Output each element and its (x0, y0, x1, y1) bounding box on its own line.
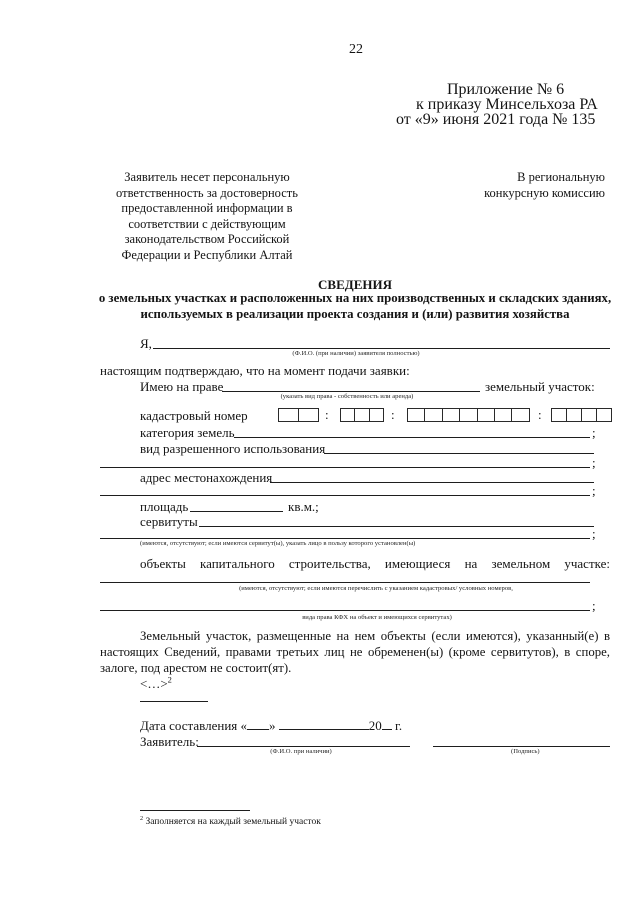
responsibility-note-line: Федерации и Республики Алтай (121, 247, 293, 262)
cadastral-cell (511, 408, 529, 422)
objects-line (100, 582, 590, 583)
footnote (140, 816, 321, 828)
addressee-line: В региональную (517, 170, 605, 184)
omission-marker (140, 676, 172, 691)
signature-label: Заявитель: (140, 734, 199, 749)
cadastral-separator: : (538, 407, 542, 422)
statement-line-3: залоге, под арестом не состоит(ят). (100, 661, 292, 675)
signature-name-line (197, 746, 410, 747)
cadastral-cell (551, 408, 567, 422)
line-end-semicolon: ; (592, 526, 596, 541)
date-day-line (247, 718, 269, 730)
right-type-hint: (указать вид права - собственность или аренда) (280, 393, 414, 400)
line-end-semicolon: ; (592, 425, 596, 440)
area-label: площадь (140, 499, 189, 514)
date-year-line (382, 718, 392, 730)
objects-label: объекты капитального строительства, имеющиеся на земельном участке: (140, 556, 610, 571)
applicant-prefix: Я, (140, 336, 152, 351)
cadastral-label: кадастровый номер (140, 408, 248, 423)
statement-line-2: настоящих Сведений, правами третьих лиц не обременен(ы) (кроме сервитутов), в споре, (100, 645, 610, 659)
objects-hint-2: вида права КФХ на объект и имеющихся сервитутах) (302, 614, 452, 621)
document-subtitle-line-1: о земельных участках и расположенных на них производственных и складских зданиях, (98, 291, 612, 305)
area-line (190, 511, 283, 512)
cadastral-cell (442, 408, 460, 422)
category-line (234, 437, 590, 438)
usage-line-continued (100, 467, 590, 468)
signature-name-hint: (Ф.И.О. при наличии) (270, 748, 332, 755)
footnote-mark: 2 (140, 815, 144, 822)
addressee (440, 170, 605, 201)
usage-label: вид разрешенного использования (140, 441, 326, 456)
signature-sign-hint: (Подпись) (511, 748, 540, 755)
cadastral-cell (581, 408, 597, 422)
date-year-prefix: 20 (368, 718, 382, 733)
appendix-line-2: к приказу Минсельхоза РА (416, 96, 598, 113)
footnote-reference: 2 (167, 674, 172, 685)
address-line (270, 482, 594, 483)
appendix-line-3: от «9» июня 2021 года № 135 (396, 111, 596, 128)
cadastral-cell (278, 408, 299, 422)
cadastral-cell (596, 408, 612, 422)
cadastral-separator: : (325, 407, 329, 422)
servitude-line-continued (100, 538, 590, 539)
address-line-continued (100, 495, 590, 496)
category-label: категория земель (140, 425, 235, 440)
cadastral-separator: : (391, 407, 395, 422)
statement-line-1: Земельный участок, размещенные на нем объекты (если имеются), указанный(е) в (140, 629, 610, 643)
cadastral-cell (369, 408, 384, 422)
right-type-line (222, 391, 480, 392)
responsibility-note-line: ответственность за достоверность (116, 185, 298, 200)
line-end-semicolon: ; (592, 598, 596, 613)
appendix-line-1: Приложение № 6 (447, 81, 565, 98)
omission-underline (140, 701, 208, 702)
cadastral-cell (407, 408, 425, 422)
applicant-name-hint: (Ф.И.О. (при наличии) заявителя полностью) (292, 350, 420, 357)
address-label: адрес местонахождения (140, 470, 273, 485)
cadastral-cell (298, 408, 319, 422)
date-year-suffix: г. (395, 718, 403, 733)
line-end-semicolon: ; (592, 483, 596, 498)
cadastral-group-1 (278, 408, 319, 422)
cadastral-cell (566, 408, 582, 422)
objects-hint-1: (имеются, отсутствуют; если имеются перечислить с указанием кадастровых/ условных номеров, (239, 585, 513, 592)
servitude-line (199, 526, 594, 527)
responsibility-note-line: предоставленной информации в (121, 201, 293, 216)
objects-line-continued (100, 610, 590, 611)
page-number: 22 (349, 42, 363, 57)
responsibility-note (102, 170, 312, 264)
cadastral-cell (340, 408, 355, 422)
footnote-text: Заполняется на каждый земельный участок (145, 817, 321, 827)
cadastral-cell (494, 408, 512, 422)
usage-line (324, 453, 594, 454)
signature-sign-line (433, 746, 610, 747)
cadastral-cell (477, 408, 495, 422)
line-end-semicolon: ; (592, 455, 596, 470)
cadastral-group-2 (340, 408, 384, 422)
document-subtitle-line-2: используемых в реализации проекта создания и (или) развития хозяйства (140, 307, 570, 321)
right-label: Имею на праве (140, 379, 224, 394)
cadastral-cell (424, 408, 442, 422)
cadastral-cell (354, 408, 369, 422)
date-label: Дата составления « (140, 718, 248, 733)
responsibility-note-line: законодательством Российской (124, 232, 290, 247)
applicant-name-line (153, 348, 610, 349)
cadastral-group-3 (407, 408, 530, 422)
servitude-label: сервитуты (140, 514, 198, 529)
footnote-separator (140, 810, 250, 811)
date-close-quote: » (269, 718, 276, 733)
date-row (140, 718, 402, 733)
cadastral-group-4 (551, 408, 612, 422)
responsibility-note-line: Заявитель несет персональную (124, 170, 290, 184)
right-suffix: земельный участок: (485, 379, 595, 394)
document-title: СВЕДЕНИЯ (318, 277, 392, 292)
date-month-line (279, 718, 369, 730)
area-unit: кв.м.; (288, 499, 319, 514)
omission-text: <…> (140, 676, 168, 691)
cadastral-cell (459, 408, 477, 422)
addressee-line: конкурсную комиссию (484, 185, 605, 200)
servitude-hint: (имеются, отсутствуют; если имеются сервитут(ы), указать лицо в пользу которого установлен(ы) (140, 540, 416, 547)
responsibility-note-line: соответствии с действующим (128, 216, 286, 231)
confirmation-text: настоящим подтверждаю, что на момент подачи заявки: (100, 363, 410, 378)
